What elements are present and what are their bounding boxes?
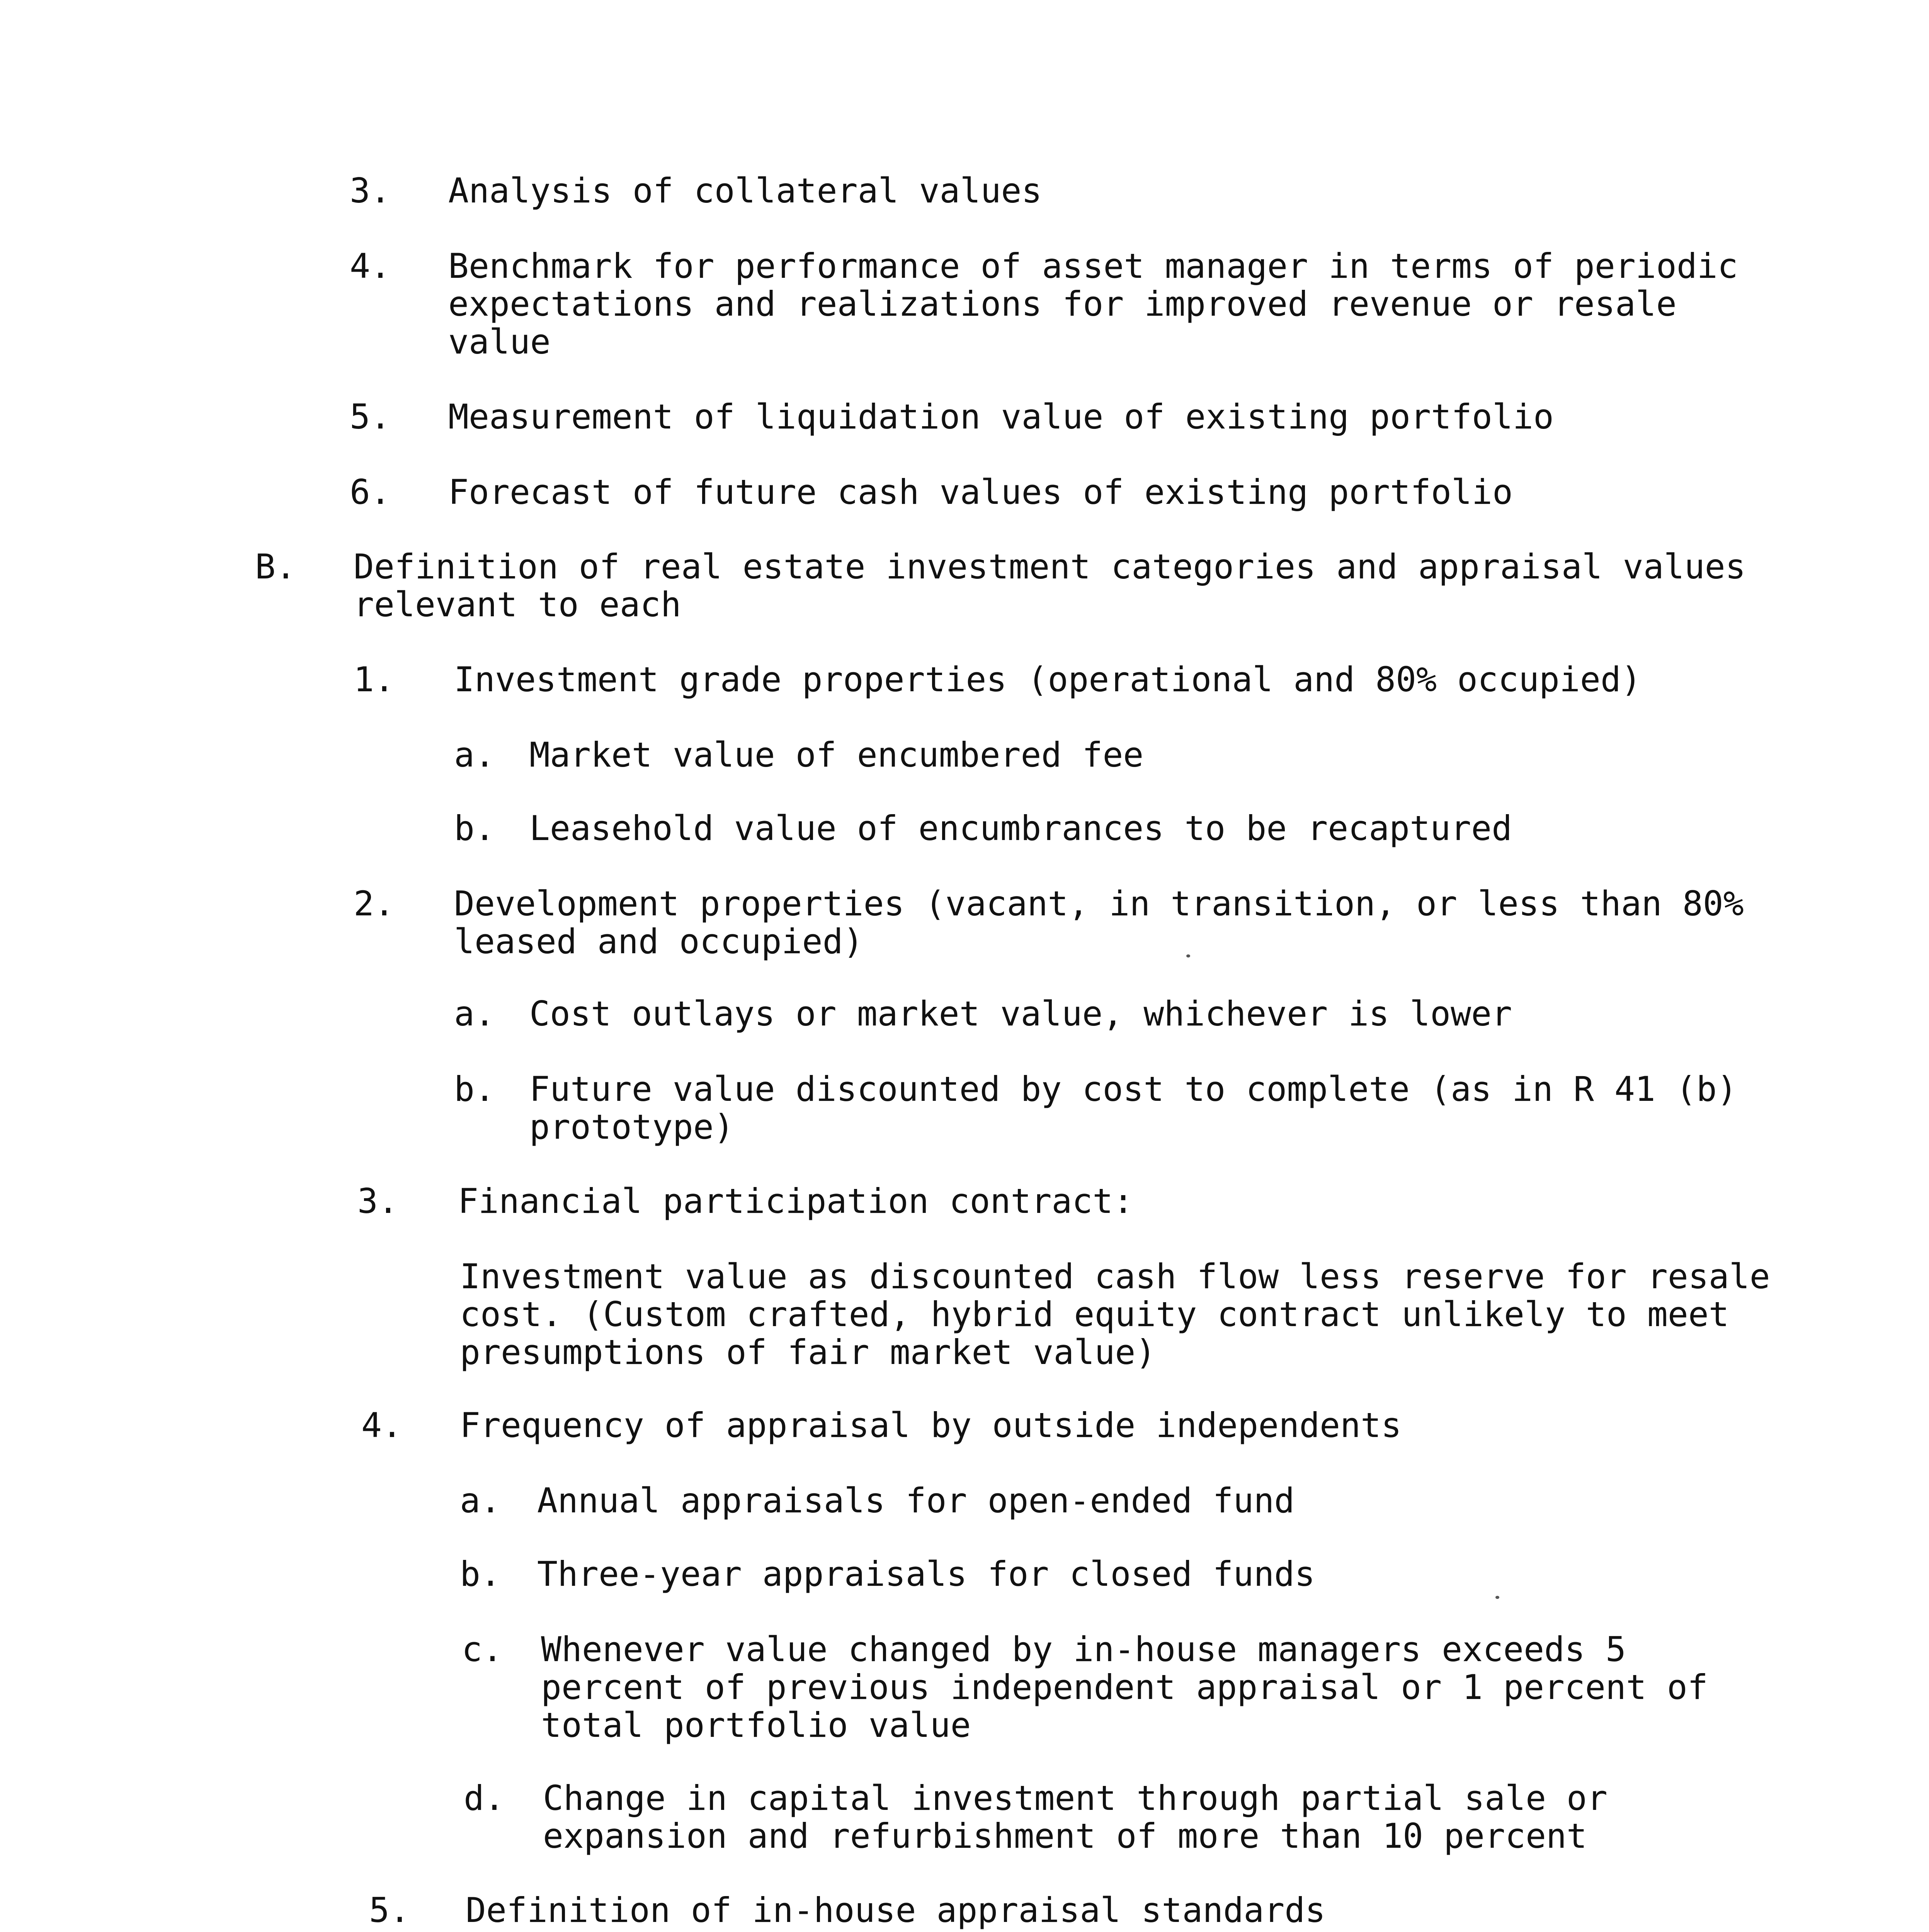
item-text: Development properties (vacant, in transition, or less than 80% leased and occupied)	[454, 884, 1744, 961]
item-text: Forecast of future cash values of existing portfolio	[448, 472, 1513, 512]
item-number: 5.	[350, 397, 391, 437]
item-text: Financial participation contract:	[458, 1181, 1134, 1221]
item-text: Three-year appraisals for closed funds	[537, 1554, 1315, 1594]
item-letter: b.	[460, 1554, 501, 1594]
item-text: Measurement of liquidation value of existing portfolio	[448, 397, 1554, 437]
item-text: Market value of encumbered fee	[529, 735, 1144, 775]
item-letter: a.	[454, 735, 495, 775]
item-text: Future value discounted by cost to complete (as in R 41 (b) prototype)	[529, 1069, 1737, 1147]
item-number: 2.	[354, 884, 395, 923]
item-letter: a.	[460, 1481, 501, 1520]
item-text: Definition of in-house appraisal standards	[466, 1890, 1326, 1930]
scan-speck	[1186, 954, 1190, 957]
item-number: 3.	[357, 1181, 398, 1221]
item-number: 4.	[350, 246, 391, 286]
item-number: 3.	[350, 171, 391, 211]
item-text: Frequency of appraisal by outside independents	[460, 1405, 1402, 1445]
item-text: Benchmark for performance of asset manager in terms of periodic expectations and realizations for improved revenue or resale value	[448, 246, 1738, 362]
item-letter: d.	[464, 1778, 505, 1818]
item-text: Cost outlays or market value, whichever is lower	[529, 994, 1512, 1034]
item-text: Whenever value changed by in-house managers exceeds 5 percent of previous independent appraisal or 1 percent of total portfolio value	[541, 1629, 1708, 1745]
item-number: 5.	[369, 1890, 410, 1930]
item-text: Leasehold value of encumbrances to be recaptured	[529, 808, 1512, 848]
item-text: Change in capital investment through partial sale or expansion and refurbishment of more than 10 percent	[543, 1778, 1608, 1856]
item-text: Annual appraisals for open-ended fund	[537, 1481, 1295, 1520]
item-letter: b.	[454, 808, 495, 848]
item-text: Analysis of collateral values	[448, 171, 1042, 211]
item-number: 6.	[350, 472, 391, 512]
section-text: Definition of real estate investment categories and appraisal values relevant to each	[354, 547, 1746, 624]
item-number: 1.	[354, 660, 395, 699]
section-letter: B.	[255, 547, 296, 587]
item-text: Investment grade properties (operational and 80% occupied)	[454, 660, 1642, 699]
paragraph: Investment value as discounted cash flow less reserve for resale cost. (Custom crafted, hybrid equity contract unlikely to meet presumptions of fair market value)	[460, 1257, 1770, 1372]
item-letter: b.	[454, 1069, 495, 1109]
item-number: 4.	[361, 1405, 402, 1445]
item-letter: c.	[462, 1629, 503, 1669]
scan-speck	[1495, 1596, 1499, 1599]
item-letter: a.	[454, 994, 495, 1034]
